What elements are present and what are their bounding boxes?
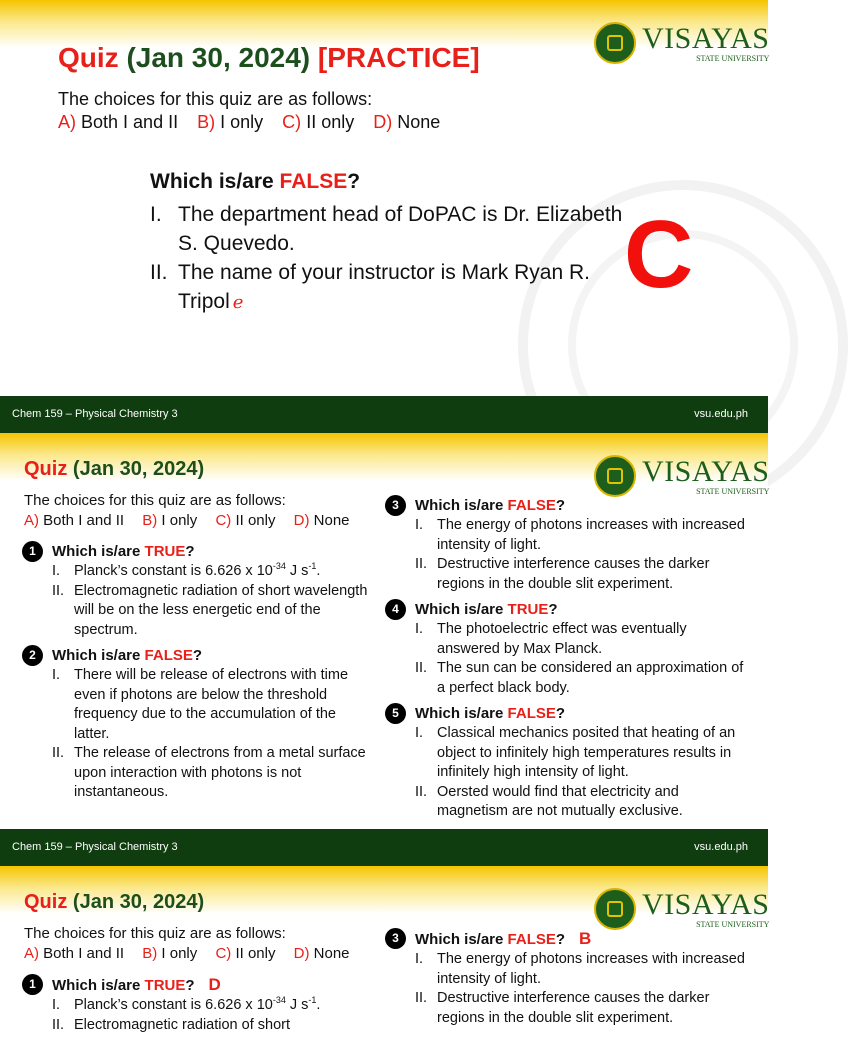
statement: II. Oersted would find that electricity and magnetism are not mutually exclusive. [415, 783, 683, 819]
vsu-logo [594, 455, 769, 497]
answer-letter: C [624, 201, 694, 308]
page-title [58, 42, 480, 74]
vsu-logo [594, 888, 769, 930]
logo-subtitle: STATE UNIVERSITY [696, 486, 770, 496]
statement: I. Planck’s constant is 6.626 x $10^{-34}$ J $s^{-1}$. [52, 561, 321, 579]
choice-a-letter: A) [58, 112, 76, 132]
footer-url: vsu.edu.ph [694, 841, 748, 853]
statement: I. Planck’s constant is 6.626 x $10^{-34}$ J $s^{-1}$. [52, 995, 321, 1013]
handwritten-correction: e [232, 292, 244, 313]
statement: II. Electromagnetic radiation of short wavelength will be on the less energetic end of the spectrum. [52, 582, 368, 638]
questions-left-column [22, 975, 372, 1041]
choices-label: The choices for this quiz are as follows: [58, 89, 373, 109]
title-practice-tag: [PRACTICE] [317, 42, 480, 73]
statement-2: II. The name of your instructor is Mark Ryan R. Tripol e [150, 261, 590, 313]
choices-row: A) Both I and II B) I only C) II only D) None [24, 512, 350, 529]
logo-subtitle: STATE UNIVERSITY [696, 53, 770, 63]
statement: I. The energy of photons increases with increased intensity of light. [415, 951, 745, 987]
logo-name: VISAYAS [642, 887, 770, 921]
question-number-badge: 1 [22, 541, 43, 562]
questions-right-column [385, 496, 750, 828]
choices-row: A) Both I and II B) I only C) II only D) None [24, 945, 350, 962]
question-number-badge: 5 [385, 703, 406, 724]
question-heading: Which is/are FALSE? [150, 170, 361, 193]
choice-a-text: Both I and II [81, 112, 179, 132]
choice-b-letter: B) [197, 112, 216, 132]
choices-row [58, 112, 440, 133]
question-4: 4 Which is/are TRUE? I. The photoelectric effect was eventually answered by Max Planck. II. The sun can be considered an approximation of a perfect black body. [385, 600, 750, 698]
choices-label: The choices for this quiz are as follows: [24, 492, 286, 509]
vsu-seal-icon [594, 22, 636, 64]
footer-course: Chem 159 – Physical Chemistry 3 [12, 841, 178, 853]
statement: II. Destructive interference causes the darker regions in the double slit experiment. [415, 990, 710, 1026]
statement: II. Electromagnetic radiation of short [52, 1016, 290, 1033]
statement: I. The photoelectric effect was eventually answered by Max Planck. [415, 621, 687, 657]
question-number-badge: 1 [22, 974, 43, 995]
page-title [24, 458, 204, 481]
title-date: (Jan 30, 2024) [126, 42, 311, 73]
statement: I. Classical mechanics posited that heating of an object to infinitely high temperatures results in infinitely high intensity of light. [415, 725, 736, 780]
statement: II. Destructive interference causes the darker regions in the double slit experiment. [415, 556, 710, 592]
question-number-badge: 3 [385, 928, 406, 949]
logo-name: VISAYAS [642, 21, 770, 55]
statement: II. The sun can be considered an approximation of a perfect black body. [415, 660, 744, 696]
title-quiz: Quiz [58, 42, 119, 73]
answer-mark-q3: B [579, 929, 592, 948]
vsu-seal-icon [594, 455, 636, 497]
questions-right-column [385, 929, 750, 1034]
question-3: 3 Which is/are FALSE? I. The energy of photons increases with increased intensity of light. II. Destructive interference causes the darker regions in the double slit experiment. [385, 496, 750, 594]
question-number-badge: 2 [22, 645, 43, 666]
question-2: 2 Which is/are FALSE? I. There will be release of electrons with time even if photons are below the threshold frequency due to the accumulation of the latter. II. The release of electrons from a metal surface upon interaction with photons is not instantaneous. [22, 646, 372, 803]
title-quiz: Quiz [24, 458, 68, 480]
statement: II. The release of electrons from a metal surface upon interaction with photons is not instantaneous. [52, 745, 366, 800]
page-title: Quiz (Jan 30, 2024) [24, 891, 205, 913]
slide-quiz-answered [0, 866, 770, 1033]
questions-left-column [22, 542, 372, 809]
answer-mark-q1: D [208, 975, 221, 994]
slide-footer [0, 829, 768, 866]
question-number-badge: 3 [385, 495, 406, 516]
question-5: 5 Which is/are FALSE? I. Classical mechanics posited that heating of an object to infinitely high temperatures results in infinitely high intensity of light. II. Oersted would find that electricity and magnetism are not mutually exclusive. [385, 704, 750, 822]
question-number-badge: 4 [385, 599, 406, 620]
vsu-seal-icon [594, 888, 636, 930]
question-1: 1 Which is/are TRUE? I. Planck’s constant is 6.626 x $10^{-34}$ J $s^{-1}$. II. Electromagnetic radiation of short wavelength will be on the less energetic end of the spectrum. [22, 542, 372, 640]
choice-b-text: I only [220, 112, 264, 132]
question-3: 3 Which is/are FALSE? B I. The energy of photons increases with increased intensity of light. II. Destructive interference causes the darker regions in the double slit experiment. [385, 929, 750, 1028]
footer-url: vsu.edu.ph [694, 408, 748, 420]
slide-footer [0, 396, 768, 433]
logo-name: VISAYAS [642, 454, 770, 488]
choices-label: The choices for this quiz are as follows: [24, 925, 286, 942]
choice-d-letter: D) [373, 112, 393, 132]
statement: I. There will be release of electrons with time even if photons are below the threshold frequency due to the accumulation of the latter. [52, 667, 349, 742]
slide-quiz [0, 433, 768, 866]
choice-c-text: II only [306, 112, 355, 132]
choice-c-letter: C) [282, 112, 302, 132]
choice-d-text: None [397, 112, 441, 132]
practice-question [150, 170, 630, 317]
slide-practice [0, 0, 768, 433]
question-1: 1 Which is/are TRUE? D I. Planck’s constant is 6.626 x $10^{-34}$ J $s^{-1}$. II. Electromagnetic radiation of short [22, 975, 372, 1035]
statement: I. The energy of photons increases with increased intensity of light. [415, 517, 745, 553]
vsu-logo [594, 22, 769, 64]
logo-subtitle: STATE UNIVERSITY [696, 919, 770, 929]
statement-1: I. The department head of DoPAC is Dr. Elizabeth S. Quevedo. [150, 203, 623, 255]
footer-course: Chem 159 – Physical Chemistry 3 [12, 408, 178, 420]
title-date: (Jan 30, 2024) [72, 458, 205, 480]
